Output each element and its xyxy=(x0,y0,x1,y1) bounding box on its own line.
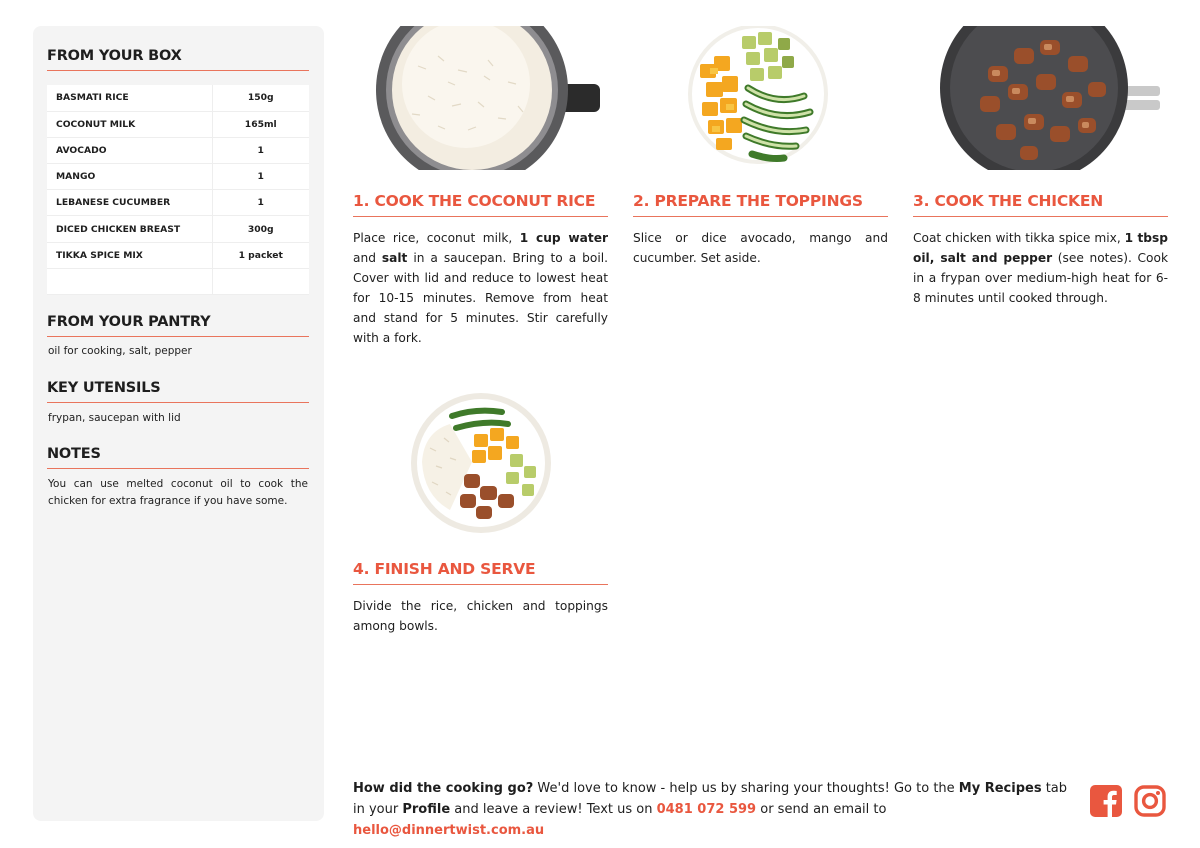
profile-label: Profile xyxy=(402,802,451,817)
ingredient-qty: 1 xyxy=(212,164,309,190)
step-1-title: 1. COOK THE COCONUT RICE xyxy=(353,192,608,217)
ingredient-name: AVOCADO xyxy=(47,137,212,163)
ingredient-name: DICED CHICKEN BREAST xyxy=(47,216,212,242)
empty-cell xyxy=(47,268,212,294)
table-row xyxy=(47,242,309,268)
step-1-body xyxy=(353,228,608,348)
footer-text: We'd love to know - help us by sharing your thoughts! Go to the xyxy=(533,781,959,796)
ingredient-name: TIKKA SPICE MIX xyxy=(47,242,212,268)
ingredient-name: COCONUT MILK xyxy=(47,111,212,137)
step-1-bold: 1 cup water xyxy=(519,231,608,245)
ingredients-sidebar xyxy=(33,26,324,821)
step-1-bold: salt xyxy=(381,251,408,265)
step-3-title: 3. COOK THE CHICKEN xyxy=(913,192,1168,217)
footer-text: or send an email to xyxy=(756,802,887,817)
footer-text: and leave a review! Text us on xyxy=(450,802,657,817)
ingredient-qty: 300g xyxy=(212,216,309,242)
ingredient-qty: 1 packet xyxy=(212,242,309,268)
saucepan-rice-image xyxy=(368,26,608,170)
feedback-footer xyxy=(353,778,1075,841)
ingredient-name: LEBANESE CUCUMBER xyxy=(47,190,212,216)
frypan-chicken-image xyxy=(940,26,1164,170)
empty-cell xyxy=(212,268,309,294)
step-3-bold: 1 tbsp oil, salt and pepper xyxy=(913,231,1168,265)
step-4-body: Divide the rice, chicken and toppings among bowls. xyxy=(353,599,608,633)
from-your-pantry-heading: FROM YOUR PANTRY xyxy=(47,314,309,337)
utensils-text: frypan, saucepan with lid xyxy=(48,412,181,424)
from-your-box-heading: FROM YOUR BOX xyxy=(47,48,309,71)
pantry-text: oil for cooking, salt, pepper xyxy=(48,345,192,357)
facebook-icon[interactable] xyxy=(1090,785,1122,817)
email-link[interactable]: hello@dinnertwist.com.au xyxy=(353,823,545,838)
ingredient-qty: 1 xyxy=(212,190,309,216)
step-2-title: 2. PREPARE THE TOPPINGS xyxy=(633,192,888,217)
table-row-empty xyxy=(47,268,309,294)
ingredient-name: MANGO xyxy=(47,164,212,190)
table-row xyxy=(47,190,309,216)
my-recipes-label: My Recipes xyxy=(958,781,1042,796)
ingredients-table xyxy=(47,85,309,295)
table-row xyxy=(47,111,309,137)
table-row xyxy=(47,85,309,111)
footer-question: How did the cooking go? xyxy=(353,781,534,796)
step-1-text: Place rice, coconut milk, xyxy=(353,231,520,245)
table-row xyxy=(47,216,309,242)
finished-bowl-image xyxy=(410,392,552,534)
phone-link[interactable]: 0481 072 599 xyxy=(656,802,757,817)
step-3-body xyxy=(913,228,1168,308)
key-utensils-heading: KEY UTENSILS xyxy=(47,380,309,403)
ingredient-qty: 150g xyxy=(212,85,309,111)
step-3-text: (see notes). Cook in a frypan over medium-high heat for 6-8 minutes until cooked through. xyxy=(913,251,1168,305)
notes-heading: NOTES xyxy=(47,446,309,469)
step-1-text: in a saucepan. Bring to a boil. Cover with lid and reduce to lowest heat for 10-15 minutes. Remove from heat and stand for 5 minutes. Stir carefully with a fork. xyxy=(353,251,608,345)
ingredient-qty: 165ml xyxy=(212,111,309,137)
ingredient-qty: 1 xyxy=(212,137,309,163)
toppings-plate-image xyxy=(686,26,832,170)
ingredient-name: BASMATI RICE xyxy=(47,85,212,111)
step-3-text: Coat chicken with tikka spice mix, xyxy=(913,231,1125,245)
step-4-title: 4. FINISH AND SERVE xyxy=(353,560,608,585)
notes-text: You can use melted coconut oil to cook the chicken for extra fragrance if you have some. xyxy=(48,478,308,507)
footer-text: tab in your xyxy=(353,781,1068,817)
instagram-icon[interactable] xyxy=(1134,785,1166,817)
step-1-text: and xyxy=(353,251,382,265)
table-row xyxy=(47,164,309,190)
step-2-body: Slice or dice avocado, mango and cucumber. Set aside. xyxy=(633,231,888,265)
table-row xyxy=(47,137,309,163)
